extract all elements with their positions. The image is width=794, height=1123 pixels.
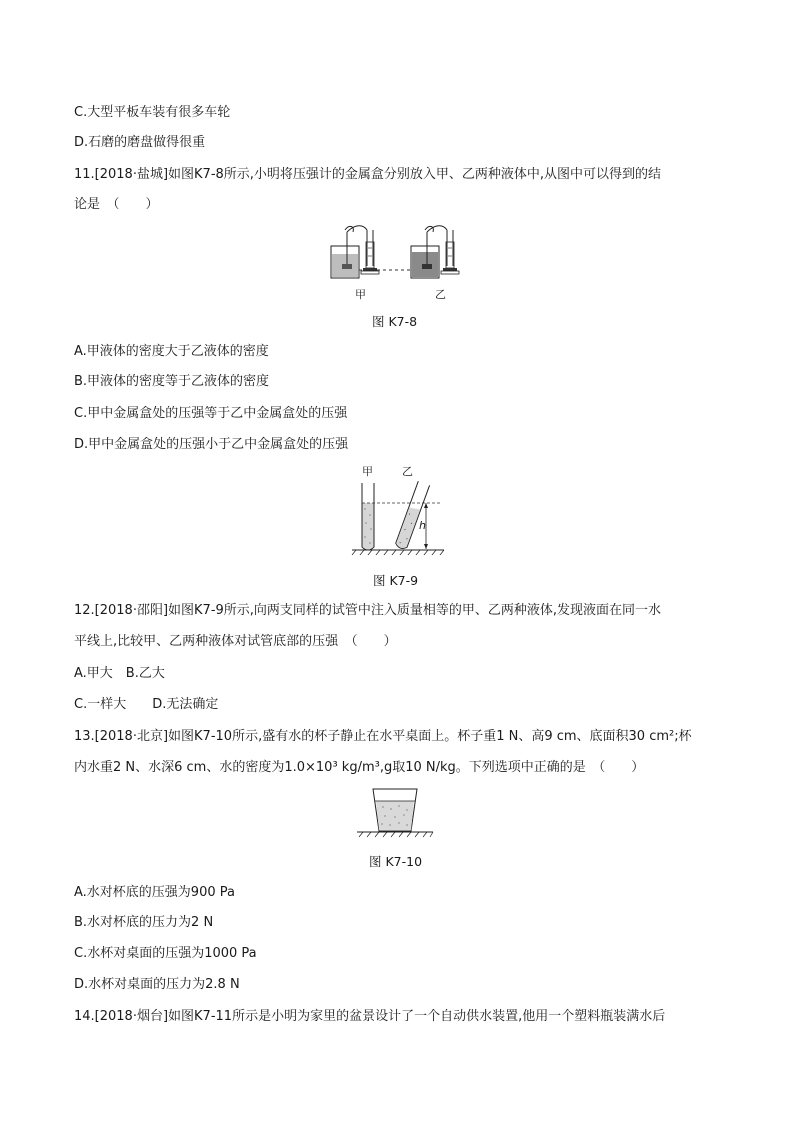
figure-k7-10-water-cup — [355, 787, 435, 837]
fig-k7-9-label-jia: 甲 — [362, 465, 373, 478]
figure-caption-k7-9: 图 K7-9 — [373, 573, 419, 588]
q12-stem-line1: 12.[2018·邵阳]如图K7-9所示,向两支同样的试管中注入质量相等的甲、乙两种液体,发现液面在同一水 — [74, 603, 662, 618]
q13-option-d: D.水杯对桌面的压力为2.8 N — [74, 977, 240, 992]
q13-option-c: C.水杯对桌面的压强为1000 Pa — [74, 946, 257, 961]
q13-option-b: B.水对杯底的压力为2 N — [74, 915, 214, 930]
figure-k7-8-pressure-gauge — [325, 222, 465, 304]
q13-stem-line1: 13.[2018·北京]如图K7-10所示,盛有水的杯子静止在水平桌面上。杯子重1 N、高9 cm、底面积30 cm²;杯 — [74, 729, 692, 744]
q12-options-cd: C.一样大 D.无法确定 — [74, 697, 219, 712]
fig-k7-8-label-yi: 乙 — [435, 288, 446, 301]
beaker-yi — [411, 226, 459, 278]
q11-stem-line2: 论是 （ ） — [74, 197, 159, 212]
fig-k7-9-label-yi: 乙 — [402, 465, 413, 478]
q10-option-c: C.大型平板车装有很多车轮 — [74, 105, 231, 120]
q14-stem-line1: 14.[2018·烟台]如图K7-11所示是小明为家里的盆景设计了一个自动供水装置,他用一个塑料瓶装满水后 — [74, 1009, 666, 1024]
fig-k7-8-label-jia: 甲 — [355, 288, 366, 301]
q12-options-ab: A.甲大 B.乙大 — [74, 666, 165, 681]
figure-caption-k7-10: 图 K7-10 — [369, 854, 423, 869]
q11-option-c: C.甲中金属盒处的压强等于乙中金属盒处的压强 — [74, 406, 348, 421]
q12-stem-line2: 平线上,比较甲、乙两种液体对试管底部的压强 （ ） — [74, 634, 397, 649]
q11-option-b: B.甲液体的密度等于乙液体的密度 — [74, 374, 270, 389]
figure-k7-9-test-tubes — [350, 465, 450, 560]
q13-option-a: A.水对杯底的压强为900 Pa — [74, 885, 235, 900]
figure-caption-k7-8: 图 K7-8 — [372, 314, 418, 329]
q13-stem-line2: 内水重2 N、水深6 cm、水的密度为1.0×10³ kg/m³,g取10 N/kg。下列选项中正确的是 （ ） — [74, 760, 645, 775]
fig-k7-9-label-h: h — [419, 519, 426, 532]
q11-option-a: A.甲液体的密度大于乙液体的密度 — [74, 344, 269, 359]
q10-option-d: D.石磨的磨盘做得很重 — [74, 135, 206, 150]
q11-option-d: D.甲中金属盒处的压强小于乙中金属盒处的压强 — [74, 437, 349, 452]
q11-stem-line1: 11.[2018·盐城]如图K7-8所示,小明将压强计的金属盒分别放入甲、乙两种液体中,从图中可以得到的结 — [74, 167, 662, 182]
